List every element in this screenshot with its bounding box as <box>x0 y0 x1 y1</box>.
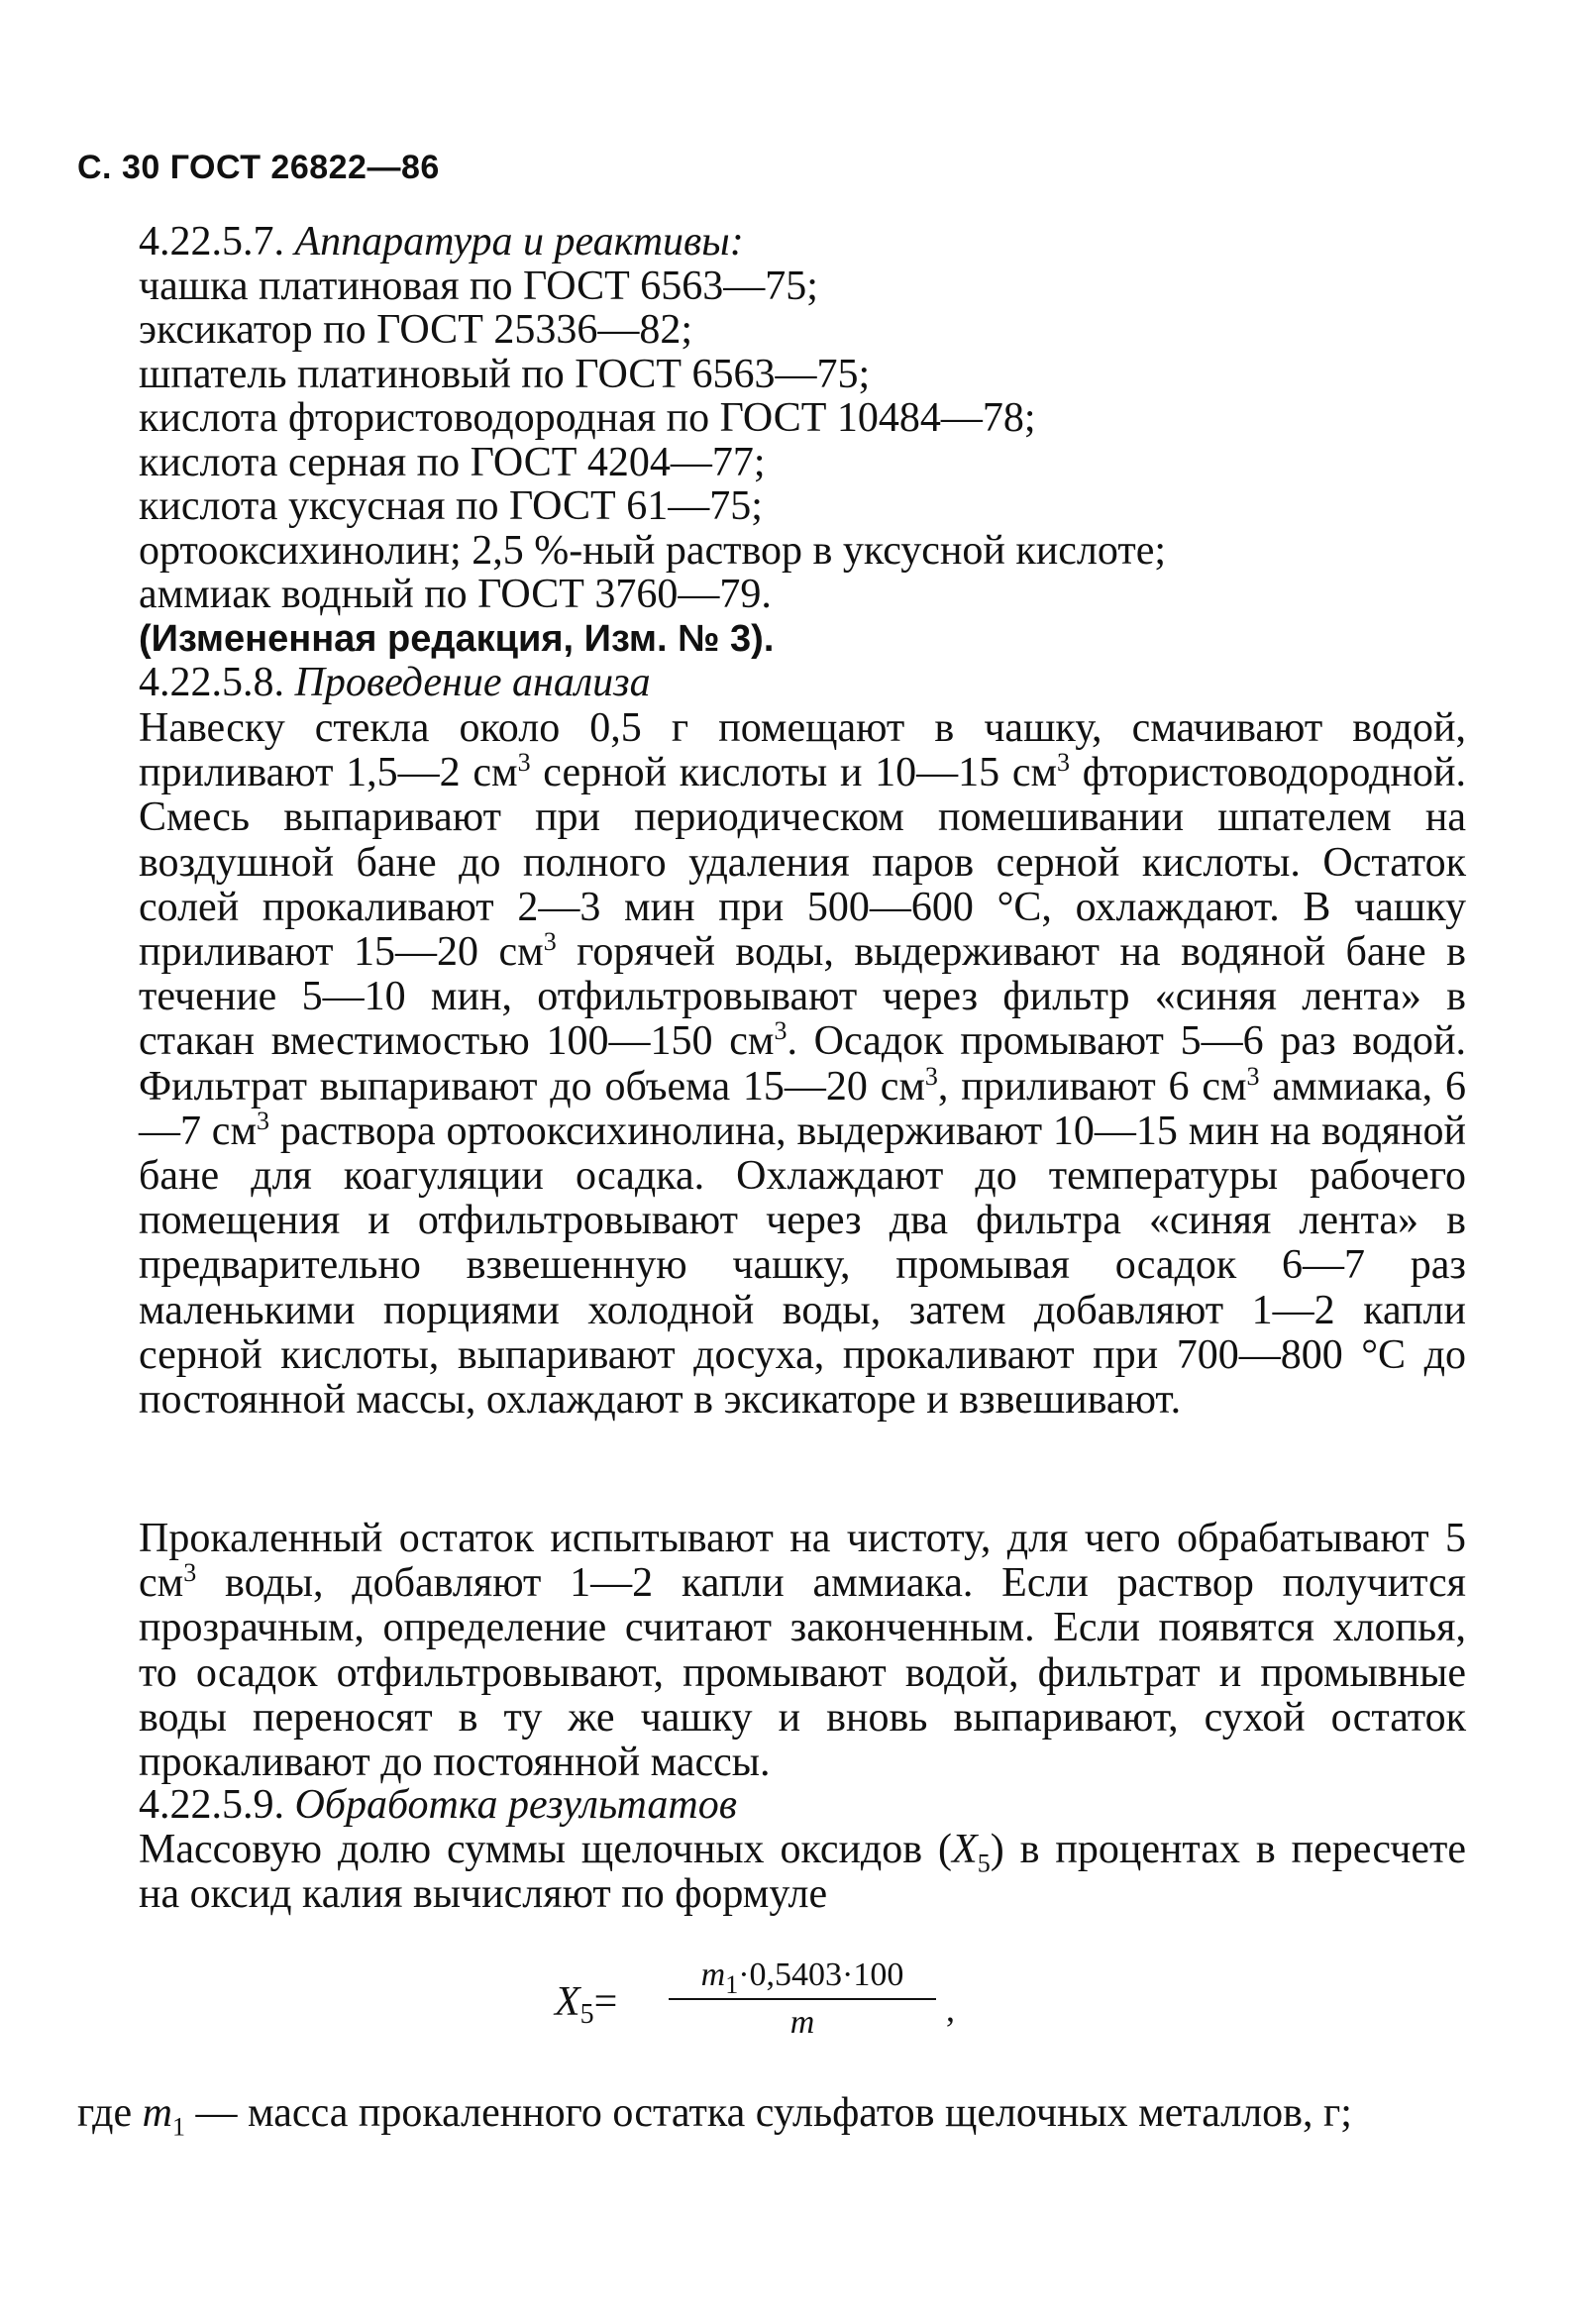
variable-x: X <box>952 1827 978 1873</box>
superscript: 3 <box>183 1558 197 1588</box>
analysis-paragraph-2 <box>139 1517 1466 1785</box>
superscript: 3 <box>924 1061 938 1091</box>
where-clause <box>77 2090 1464 2142</box>
formula-text: ·0,5403·100 <box>738 1956 904 1993</box>
equals-sign: = <box>593 1979 618 2025</box>
formula-subscript: 1 <box>725 1969 739 1999</box>
section-title: Проведение анализа <box>294 660 651 705</box>
superscript: 3 <box>774 1016 788 1046</box>
text-run: . Осадок промывают 5—6 раз водой. Фильтрат выпаривают до объема 15—20 см <box>139 1018 1466 1109</box>
text-run: Массовую долю суммы щелочных оксидов ( <box>139 1827 953 1873</box>
formula-variable: m <box>700 1956 726 1993</box>
results-intro <box>139 1828 1466 1917</box>
section-number: 4.22.5.7. <box>139 219 295 264</box>
text-run: , приливают 6 см <box>937 1063 1247 1109</box>
results-heading <box>139 1783 1466 1828</box>
apparatus-section <box>139 220 1466 705</box>
text-run: горячей воды, выдерживают на водяной бане в течение 5—10 мин, отфильтровывают через фильтр «синяя лента» в стакан вместимостью 100—150 см <box>139 929 1466 1065</box>
section-number: 4.22.5.8. <box>139 660 295 705</box>
section-title: Обработка результатов <box>294 1782 737 1828</box>
fraction-denominator: m <box>789 2004 815 2041</box>
section-number: 4.22.5.9. <box>139 1782 295 1828</box>
superscript: 3 <box>257 1106 270 1135</box>
subscript: 1 <box>172 2112 185 2142</box>
apparatus-heading <box>139 220 1466 264</box>
reagent-item: кислота уксусная по ГОСТ 61—75; <box>139 483 763 529</box>
text-run: ) в процентах в пересчете на оксид калия вычисляют по формуле <box>139 1827 1466 1918</box>
results-section <box>139 1783 1466 1918</box>
text-run: воды, добавляют 1—2 капли аммиака. Если раствор получится прозрачным, определение считают законченным. Если появятся хлопья, то осадок отфильтровывают, промывают водой, фильтрат и промывные воды переносят в ту же чашку и вновь выпаривают, сухой остаток прокаливают до постоянной массы. <box>139 1560 1466 1786</box>
text-run: Навеску стекла около 0,5 г помещают в чашку, смачивают водой, приливают 1,5—2 см <box>139 705 1466 796</box>
fraction-numerator <box>669 1956 936 2000</box>
page-header: С. 30 ГОСТ 26822—86 <box>77 149 440 186</box>
formula-subscript: 5 <box>579 1999 594 2030</box>
superscript: 3 <box>1246 1061 1260 1091</box>
text-run: раствора ортооксихинолина, выдерживают 10—15 мин на водяной бане для коагуляции осадка. Охлаждают до температуры рабочего помещения и отфильтровывают через два фильтра «синяя лента» в предварительно взвешенную чашку, промывая осадок 6—7 раз маленькими порциями холодной воды, затем добавляют 1—2 капли серной кислоты, выпаривают досуха, прокаливают при 700—800 °С до постоянной массы, охлаждают в эксикаторе и взвешивают. <box>139 1108 1466 1424</box>
formula-fraction <box>669 1956 936 2042</box>
amendment-note: (Измененная редакция, Изм. № 3). <box>139 617 775 660</box>
formula-lhs <box>555 1978 617 2031</box>
formula-comma: , <box>946 1989 955 2029</box>
reagent-item: кислота серная по ГОСТ 4204—77; <box>139 439 766 485</box>
text-run: серной кислоты и 10—15 см <box>530 750 1058 796</box>
where-definition: — масса прокаленного остатка сульфатов щелочных металлов, г; <box>185 2090 1352 2136</box>
variable-m1: m <box>142 2090 172 2136</box>
text-run: Прокаленный остаток испытывают на чистоту, для чего обрабатывают 5 см <box>139 1516 1466 1607</box>
where-word: где <box>77 2090 143 2136</box>
analysis-paragraph-1 <box>139 706 1466 1423</box>
superscript: 3 <box>543 927 557 957</box>
text-run: фтористоводородной. Смесь выпаривают при периодическом помешивании шпателем на воздушной бане до полного удаления паров серной кислоты. Остаток солей прокаливают 2—3 мин при 500—600 °С, охлаждают. В чашку приливают 15—20 см <box>139 750 1466 976</box>
reagent-item: ортооксихинолин; 2,5 %-ный раствор в уксусной кислоте; <box>139 527 1166 574</box>
text-run: аммиака, 6—7 см <box>139 1063 1466 1154</box>
analysis-heading <box>139 661 1466 705</box>
subscript: 5 <box>977 1849 991 1878</box>
reagent-item: кислота фтористоводородная по ГОСТ 10484—78; <box>139 395 1036 441</box>
reagent-item: чашка платиновая по ГОСТ 6563—75; <box>139 263 818 309</box>
formula-variable: X <box>555 1979 580 2025</box>
superscript: 3 <box>517 748 531 778</box>
section-title: Аппаратура и реактивы: <box>294 219 744 264</box>
reagent-item: эксикатор по ГОСТ 25336—82; <box>139 307 693 353</box>
reagent-item: аммиак водный по ГОСТ 3760—79. <box>139 572 772 617</box>
reagent-item: шпатель платиновый по ГОСТ 6563—75; <box>139 351 871 397</box>
superscript: 3 <box>1057 748 1071 778</box>
